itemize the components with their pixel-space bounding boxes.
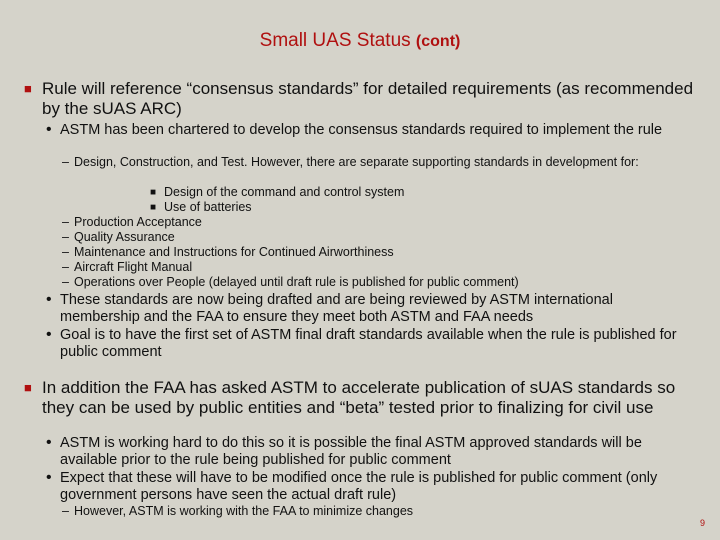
square-bullet-icon: ■ — [24, 81, 32, 96]
bullet-standards-drafted: • These standards are now being drafted and are being reviewed by ASTM international membership and the FAA to ensure they meet both ASTM and FAA needs — [46, 291, 613, 325]
dash-bullet-icon: – — [62, 504, 69, 518]
bullet-astm-working: • ASTM is working hard to do this so it is possible the final ASTM approved standards will be available prior to the rule being published for public comment — [46, 434, 642, 468]
dash-bullet-icon: – — [62, 230, 69, 244]
dash-design-construction: – Design, Construction, and Test. However, there are separate supporting standards in development for: — [62, 155, 639, 169]
dash-quality-assurance: – Quality Assurance — [62, 230, 175, 244]
square-bullet-icon: ■ — [150, 187, 157, 198]
dash-bullet-icon: – — [62, 155, 69, 169]
dot-bullet-icon: • — [46, 469, 52, 486]
square-bullet-icon: ■ — [150, 202, 157, 213]
dot-bullet-icon: • — [46, 121, 52, 138]
dash-operations-over-people: – Operations over People (delayed until draft rule is published for public comment) — [62, 275, 519, 289]
dot-bullet-icon: • — [46, 291, 52, 308]
dash-minimize-changes: – However, ASTM is working with the FAA to minimize changes — [62, 504, 414, 518]
page-number: 9 — [699, 518, 705, 528]
sub-batteries: ■ Use of batteries — [150, 200, 252, 214]
dash-production-acceptance: – Production Acceptance — [62, 215, 202, 229]
slide-title-main: Small UAS Status — [259, 30, 411, 51]
dash-bullet-icon: – — [62, 215, 69, 229]
square-bullet-icon: ■ — [24, 380, 32, 395]
bullet-goal: • Goal is to have the first set of ASTM final draft standards available when the rule is published for public comment — [46, 326, 677, 360]
dash-flight-manual: – Aircraft Flight Manual — [62, 260, 193, 274]
sub-command-control: ■ Design of the command and control system — [150, 185, 405, 199]
dot-bullet-icon: • — [46, 434, 52, 451]
bullet-faa-accelerate: ■ In addition the FAA has asked ASTM to accelerate publication of sUAS standards so they can be used by public entities and “beta” tested prior to finalizing for civil use — [24, 378, 676, 417]
dash-bullet-icon: – — [62, 275, 69, 289]
bullet-astm-chartered: • ASTM has been chartered to develop the consensus standards required to implement the rule — [46, 121, 663, 138]
slide-title-cont: (cont) — [415, 33, 461, 50]
dash-maintenance: – Maintenance and Instructions for Continued Airworthiness — [62, 245, 394, 259]
bullet-expect-modified: • Expect that these will have to be modified once the rule is published for public comment (only government persons have seen the actual draft rule) — [46, 469, 658, 503]
bullet-rule-reference: ■ Rule will reference “consensus standards” for detailed requirements (as recommended by the sUAS ARC) — [24, 79, 694, 118]
dash-bullet-icon: – — [62, 245, 69, 259]
dot-bullet-icon: • — [46, 326, 52, 343]
dash-bullet-icon: – — [62, 260, 69, 274]
slide-title — [0, 30, 720, 52]
